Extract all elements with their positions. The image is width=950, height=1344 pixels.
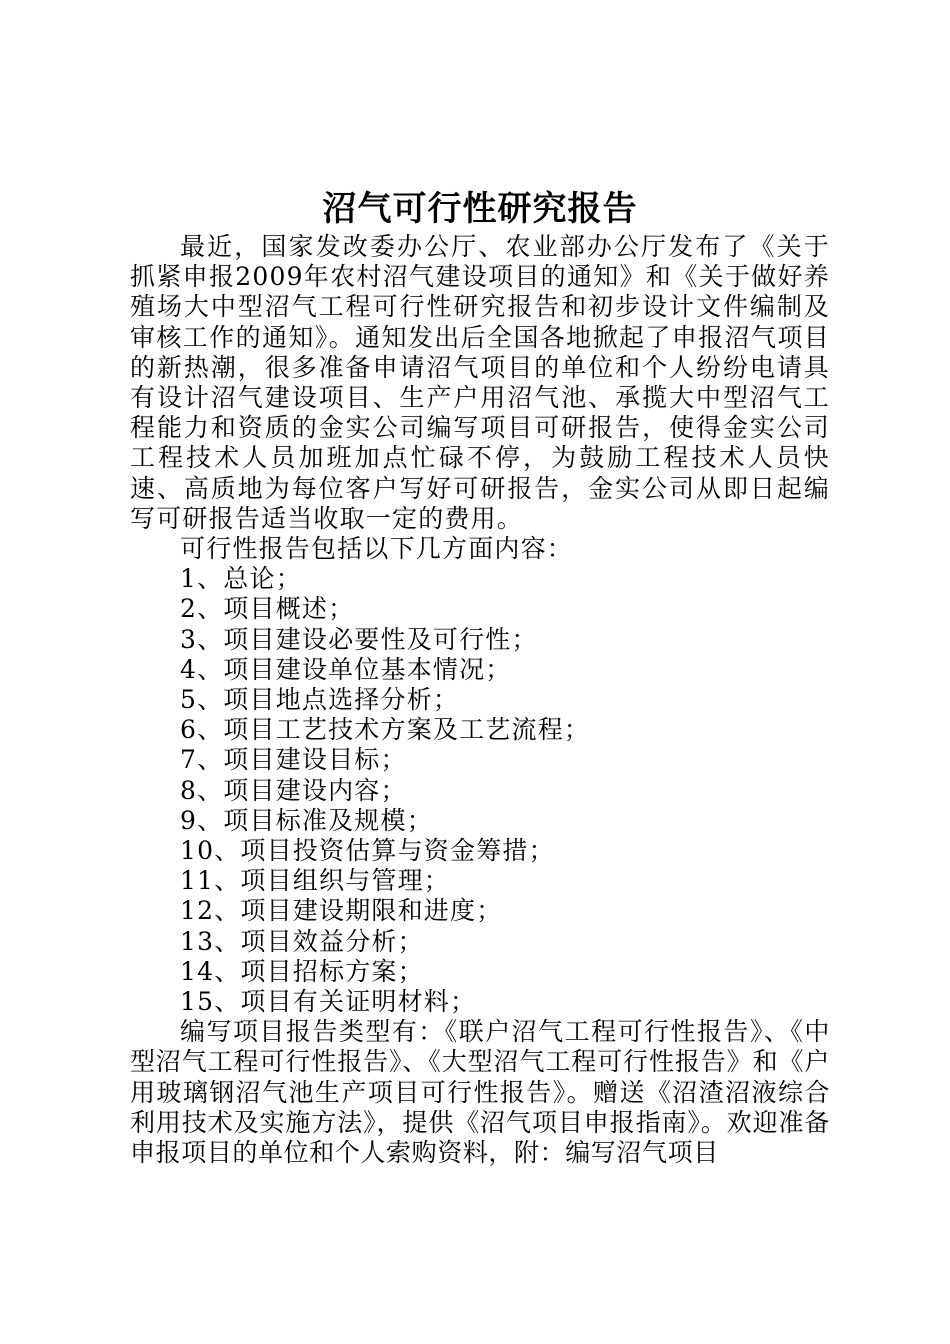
list-item: 8、项目建设内容；	[180, 775, 407, 805]
list-item: 5、项目地点选择分析；	[180, 685, 460, 715]
list-item: 12、项目建设期限和进度；	[180, 896, 503, 926]
list-item: 13、项目效益分析；	[180, 926, 424, 956]
list-item: 4、项目建设单位基本情况；	[180, 654, 512, 684]
list-item: 2、项目概述；	[180, 594, 355, 624]
contents-intro: 可行性报告包括以下几方面内容：	[180, 534, 574, 564]
closing-paragraph: 编写项目报告类型有：《联户沼气工程可行性报告》、《中型沼气工程可行性报告》、《大型沼气工程可行性报告》和《户用玻璃钢沼气池生产项目可行性报告》。赠送《沼渣沼液综合利用技术及实施方法》，提供《沼气项目申报指南》。欢迎准备申报项目的单位和个人索购资料，附：编写沼气项目	[130, 1017, 830, 1168]
list-item: 1、总论；	[180, 564, 302, 594]
contents-list	[130, 564, 830, 1017]
list-item: 14、项目招标方案；	[180, 956, 424, 986]
document-page	[130, 186, 830, 1168]
list-item: 10、项目投资估算与资金筹措；	[180, 836, 555, 866]
list-item: 15、项目有关证明材料；	[180, 987, 477, 1017]
list-item: 11、项目组织与管理；	[180, 866, 451, 896]
intro-paragraph: 最近，国家发改委办公厅、农业部办公厅发布了《关于抓紧申报2009年农村沼气建设项目的通知》和《关于做好养殖场大中型沼气工程可行性研究报告和初步设计文件编制及审核工作的通知》。通知发出后全国各地掀起了申报沼气项目的新热潮，很多准备申请沼气项目的单位和个人纷纷电请具有设计沼气建设项目、生产户用沼气池、承揽大中型沼气工程能力和资质的金实公司编写项目可研报告，使得金实公司工程技术人员加班加点忙碌不停，为鼓励工程技术人员快速、高质地为每位客户写好可研报告，金实公司从即日起编写可研报告适当收取一定的费用。	[130, 232, 830, 533]
list-item: 3、项目建设必要性及可行性；	[180, 624, 538, 654]
list-item: 6、项目工艺技术方案及工艺流程；	[180, 715, 591, 745]
document-title: 沼气可行性研究报告	[322, 189, 638, 229]
list-item: 9、项目标准及规模；	[180, 805, 433, 835]
list-item: 7、项目建设目标；	[180, 745, 407, 775]
